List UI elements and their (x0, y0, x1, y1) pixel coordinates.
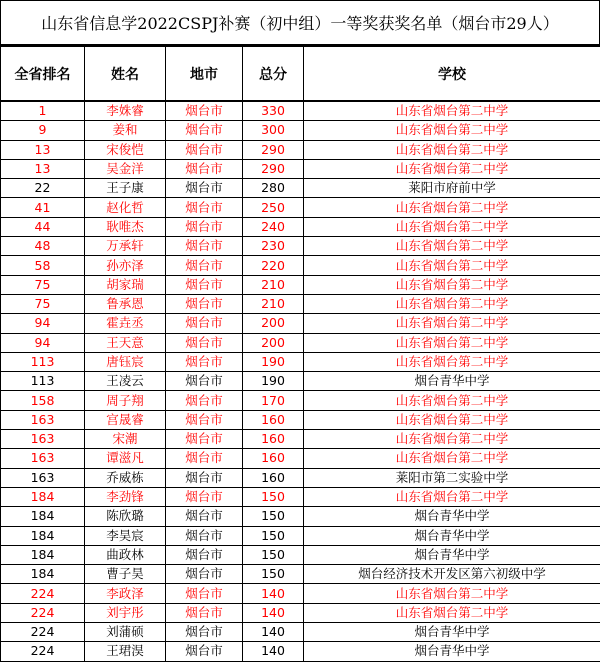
cell-rank: 48 (1, 237, 85, 256)
cell-score: 150 (243, 487, 304, 506)
cell-city: 烟台市 (166, 159, 243, 178)
cell-rank: 158 (1, 391, 85, 410)
cell-rank: 184 (1, 565, 85, 584)
cell-city: 烟台市 (166, 372, 243, 391)
table-row (1, 487, 600, 506)
cell-city: 烟台市 (166, 603, 243, 622)
cell-rank: 224 (1, 584, 85, 603)
header-rank: 全省排名 (1, 47, 85, 102)
table-row (1, 526, 600, 545)
cell-city: 烟台市 (166, 121, 243, 140)
cell-rank: 44 (1, 217, 85, 236)
cell-school: 山东省烟台第二中学 (304, 603, 600, 622)
table-row (1, 198, 600, 217)
cell-city: 烟台市 (166, 140, 243, 159)
cell-name: 曲政林 (85, 545, 166, 564)
cell-school: 莱阳市第二实验中学 (304, 468, 600, 487)
cell-score: 140 (243, 584, 304, 603)
cell-name: 孙亦泽 (85, 256, 166, 275)
cell-score: 290 (243, 159, 304, 178)
cell-score: 220 (243, 256, 304, 275)
header-score: 总分 (243, 47, 304, 102)
cell-rank: 75 (1, 275, 85, 294)
table-row (1, 159, 600, 178)
cell-score: 200 (243, 314, 304, 333)
cell-school: 山东省烟台第二中学 (304, 449, 600, 468)
cell-school: 山东省烟台第二中学 (304, 333, 600, 352)
cell-rank: 224 (1, 603, 85, 622)
table-row (1, 545, 600, 564)
cell-city: 烟台市 (166, 526, 243, 545)
page-title: 山东省信息学2022CSPJ补赛（初中组）一等奖获奖名单（烟台市29人） (0, 0, 600, 46)
cell-school: 烟台青华中学 (304, 623, 600, 642)
cell-score: 280 (243, 179, 304, 198)
cell-rank: 184 (1, 526, 85, 545)
cell-name: 唐钰宸 (85, 352, 166, 371)
header-name: 姓名 (85, 47, 166, 102)
cell-score: 230 (243, 237, 304, 256)
cell-name: 王珺淏 (85, 642, 166, 661)
cell-city: 烟台市 (166, 101, 243, 121)
award-table (0, 46, 600, 662)
cell-score: 140 (243, 603, 304, 622)
cell-school: 山东省烟台第二中学 (304, 275, 600, 294)
cell-score: 150 (243, 565, 304, 584)
cell-score: 210 (243, 275, 304, 294)
cell-score: 300 (243, 121, 304, 140)
table-row (1, 140, 600, 159)
cell-school: 烟台青华中学 (304, 372, 600, 391)
table-row (1, 101, 600, 121)
table-row (1, 275, 600, 294)
cell-score: 150 (243, 526, 304, 545)
table-row (1, 179, 600, 198)
cell-score: 200 (243, 333, 304, 352)
cell-school: 烟台经济技术开发区第六初级中学 (304, 565, 600, 584)
cell-name: 王子康 (85, 179, 166, 198)
cell-score: 140 (243, 623, 304, 642)
cell-city: 烟台市 (166, 352, 243, 371)
cell-score: 160 (243, 430, 304, 449)
cell-city: 烟台市 (166, 314, 243, 333)
cell-rank: 163 (1, 468, 85, 487)
cell-school: 山东省烟台第二中学 (304, 294, 600, 313)
cell-rank: 224 (1, 623, 85, 642)
table-row (1, 410, 600, 429)
cell-name: 耿唯杰 (85, 217, 166, 236)
cell-city: 烟台市 (166, 217, 243, 236)
cell-rank: 9 (1, 121, 85, 140)
cell-name: 霍垚丞 (85, 314, 166, 333)
table-row (1, 256, 600, 275)
cell-school: 山东省烟台第二中学 (304, 352, 600, 371)
table-row (1, 449, 600, 468)
cell-school: 山东省烟台第二中学 (304, 237, 600, 256)
cell-name: 姜和 (85, 121, 166, 140)
cell-score: 290 (243, 140, 304, 159)
cell-rank: 184 (1, 487, 85, 506)
cell-school: 山东省烟台第二中学 (304, 584, 600, 603)
cell-city: 烟台市 (166, 487, 243, 506)
table-row (1, 391, 600, 410)
cell-school: 山东省烟台第二中学 (304, 121, 600, 140)
cell-city: 烟台市 (166, 391, 243, 410)
header-row (1, 47, 600, 102)
cell-name: 陈欣璐 (85, 507, 166, 526)
cell-school: 山东省烟台第二中学 (304, 159, 600, 178)
cell-name: 李姝睿 (85, 101, 166, 121)
cell-score: 240 (243, 217, 304, 236)
table-row (1, 217, 600, 236)
table-row (1, 642, 600, 661)
cell-rank: 184 (1, 507, 85, 526)
cell-school: 山东省烟台第二中学 (304, 140, 600, 159)
cell-rank: 41 (1, 198, 85, 217)
cell-score: 150 (243, 507, 304, 526)
cell-name: 宋潮 (85, 430, 166, 449)
cell-city: 烟台市 (166, 468, 243, 487)
cell-name: 李政泽 (85, 584, 166, 603)
cell-name: 刘蒲硕 (85, 623, 166, 642)
cell-name: 乔威栋 (85, 468, 166, 487)
table-row (1, 584, 600, 603)
cell-city: 烟台市 (166, 565, 243, 584)
cell-name: 王凌云 (85, 372, 166, 391)
cell-rank: 224 (1, 642, 85, 661)
cell-name: 王天意 (85, 333, 166, 352)
table-row (1, 372, 600, 391)
cell-rank: 75 (1, 294, 85, 313)
table-row (1, 603, 600, 622)
cell-school: 山东省烟台第二中学 (304, 430, 600, 449)
cell-city: 烟台市 (166, 507, 243, 526)
cell-city: 烟台市 (166, 333, 243, 352)
cell-school: 山东省烟台第二中学 (304, 101, 600, 121)
table-row (1, 623, 600, 642)
table-row (1, 565, 600, 584)
cell-city: 烟台市 (166, 584, 243, 603)
cell-score: 190 (243, 352, 304, 371)
cell-score: 150 (243, 545, 304, 564)
cell-school: 山东省烟台第二中学 (304, 217, 600, 236)
cell-rank: 94 (1, 314, 85, 333)
cell-score: 140 (243, 642, 304, 661)
table-row (1, 333, 600, 352)
cell-name: 吴金洋 (85, 159, 166, 178)
cell-name: 胡家瑞 (85, 275, 166, 294)
cell-name: 李昊宸 (85, 526, 166, 545)
cell-city: 烟台市 (166, 275, 243, 294)
table-row (1, 121, 600, 140)
cell-name: 周子翔 (85, 391, 166, 410)
cell-school: 山东省烟台第二中学 (304, 410, 600, 429)
cell-city: 烟台市 (166, 198, 243, 217)
cell-score: 250 (243, 198, 304, 217)
table-row (1, 468, 600, 487)
header-school: 学校 (304, 47, 600, 102)
cell-city: 烟台市 (166, 430, 243, 449)
table-row (1, 430, 600, 449)
cell-school: 烟台青华中学 (304, 545, 600, 564)
cell-city: 烟台市 (166, 410, 243, 429)
cell-rank: 163 (1, 449, 85, 468)
cell-name: 万承轩 (85, 237, 166, 256)
cell-name: 曹子昊 (85, 565, 166, 584)
cell-school: 莱阳市府前中学 (304, 179, 600, 198)
cell-name: 谭滋凡 (85, 449, 166, 468)
cell-school: 烟台青华中学 (304, 507, 600, 526)
cell-school: 山东省烟台第二中学 (304, 314, 600, 333)
cell-name: 赵化哲 (85, 198, 166, 217)
cell-city: 烟台市 (166, 642, 243, 661)
cell-score: 160 (243, 468, 304, 487)
cell-school: 山东省烟台第二中学 (304, 256, 600, 275)
cell-city: 烟台市 (166, 623, 243, 642)
cell-rank: 113 (1, 372, 85, 391)
header-city: 地市 (166, 47, 243, 102)
cell-name: 李劲锋 (85, 487, 166, 506)
cell-school: 山东省烟台第二中学 (304, 198, 600, 217)
table-body (1, 101, 600, 661)
cell-score: 190 (243, 372, 304, 391)
cell-city: 烟台市 (166, 294, 243, 313)
cell-score: 160 (243, 410, 304, 429)
cell-score: 210 (243, 294, 304, 313)
cell-rank: 58 (1, 256, 85, 275)
cell-rank: 13 (1, 159, 85, 178)
cell-city: 烟台市 (166, 449, 243, 468)
cell-city: 烟台市 (166, 179, 243, 198)
table-row (1, 237, 600, 256)
cell-rank: 163 (1, 430, 85, 449)
cell-rank: 163 (1, 410, 85, 429)
cell-name: 宫晟睿 (85, 410, 166, 429)
cell-name: 宋俊恺 (85, 140, 166, 159)
cell-score: 330 (243, 101, 304, 121)
cell-name: 刘宇彤 (85, 603, 166, 622)
table-row (1, 314, 600, 333)
cell-score: 170 (243, 391, 304, 410)
cell-rank: 13 (1, 140, 85, 159)
cell-rank: 94 (1, 333, 85, 352)
cell-school: 烟台青华中学 (304, 642, 600, 661)
cell-name: 鲁承恩 (85, 294, 166, 313)
table-row (1, 294, 600, 313)
table-row (1, 507, 600, 526)
cell-school: 山东省烟台第二中学 (304, 487, 600, 506)
cell-city: 烟台市 (166, 256, 243, 275)
cell-school: 山东省烟台第二中学 (304, 391, 600, 410)
cell-rank: 184 (1, 545, 85, 564)
table-row (1, 352, 600, 371)
cell-rank: 22 (1, 179, 85, 198)
cell-score: 160 (243, 449, 304, 468)
cell-rank: 1 (1, 101, 85, 121)
cell-rank: 113 (1, 352, 85, 371)
cell-school: 烟台青华中学 (304, 526, 600, 545)
cell-city: 烟台市 (166, 545, 243, 564)
cell-city: 烟台市 (166, 237, 243, 256)
